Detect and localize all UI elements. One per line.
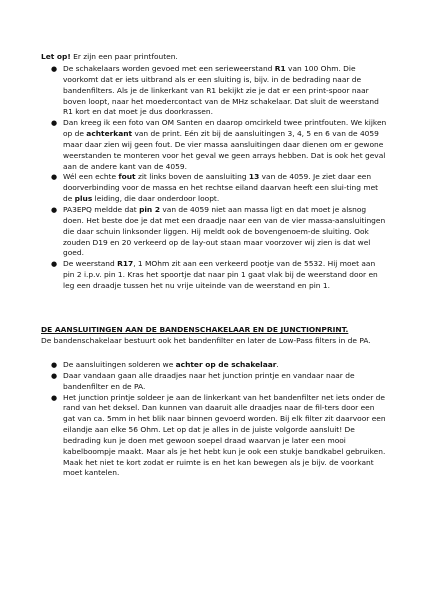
- section-heading: [41, 325, 387, 336]
- body-text: PA3EPQ meldde dat: [63, 204, 140, 214]
- body-text: Daar vandaan gaan alle draadjes naar het junction printje en vandaar naar de bandenfilter en de PA.: [63, 370, 355, 391]
- body-text: De schakelaars worden gevoed met een serieweerstand: [63, 64, 275, 73]
- list-item: [41, 371, 387, 393]
- intro-label: Let op!: [41, 52, 71, 61]
- bullet-icon: ●: [51, 361, 58, 369]
- emphasis-text: fout: [118, 172, 136, 182]
- bullet-icon: ●: [51, 173, 58, 182]
- emphasis-text: R17: [117, 259, 134, 269]
- section-heading-text: DE AANSLUITINGEN AAN DE BANDENSCHAKELAAR EN DE JUNCTIONPRINT.: [41, 325, 349, 334]
- body-text: van de print. Eén zit bij de aansluitingen 3, 4, 5 en 6 van de 4059 maar daar zien wij geen fout. De vier massa aansluitingen daar dienen om er gewone weerstanden te monteren voor het geval we geen arrays hebben. Dat is ook het geval aan de andere kant van de 4059.: [63, 129, 386, 171]
- body-text: van de 4059 niet aan massa ligt en dat moet je alsnog doen. Het beste doe je dat met een draadje naar een van de vier massa-aansluitingen die daar schuin linksonder liggen. Hij meldt ook de bovengenoem-de sluiting. Ook zouden D19 en 20 verkeerd op de lay-out staan maar voorzover wij zien is dat wel goed.: [63, 204, 386, 258]
- body-text: Het junction printje soldeer je aan de linkerkant van het bandenfilter net iets onder de rand van het deksel. Dan kunnen van daaruit alle draadjes naar de fil-ters door een gat van ca. 5mm in het blik naar binnen gevoerd worden. Bij elk filter zit daarvoor een eilandje aan elke 56 Ohm. Let op dat je alles in de juiste volgorde aansluit! De bedrading kun je doen met gewoon soepel draad waarvan je later een mooi kabelboompje maakt. Maar als je het hebt kun je ook een stukje bandkabel gebruiken. Maak het niet te kort zodat er ruimte is en het kan bewegen als je bijv. de voorkant moet kantelen.: [63, 392, 386, 478]
- emphasis-text: R1: [274, 64, 286, 73]
- intro-paragraph: [41, 52, 387, 63]
- body-text: , 1 MOhm zit aan een verkeerd pootje van de 5532. Hij moet aan pin 2 i.p.v. pin 1. Kras het spoortje dat naar pin 1 gaat vlak bij de weerstand door en leg een draadje tussen het nu vrije uiteinde van de weerstand en pin 1.: [63, 259, 378, 290]
- body-text: Dan kreeg ik een foto van OM Santen en daarop omcirkeld twee printfouten. We kijken op de: [63, 118, 387, 139]
- body-text: van de 4059. Je ziet daar een doorverbinding voor de massa en het rechtse eiland daarvan heeft een slui-ting met de: [63, 172, 379, 204]
- bullet-icon: ●: [51, 260, 58, 269]
- body-text: zit links boven de aansluiting: [135, 172, 249, 182]
- aansluitingen-list: [41, 360, 387, 479]
- body-text: De aansluitingen solderen we: [63, 360, 176, 369]
- emphasis-text: achterkant: [86, 129, 133, 139]
- body-text: De weerstand: [63, 259, 118, 269]
- list-item: [41, 205, 387, 259]
- body-text: .: [276, 360, 279, 369]
- list-item: [41, 259, 387, 292]
- intro-text: Er zijn een paar printfouten.: [70, 52, 178, 61]
- body-text: van 100 Ohm. Die voorkomt dat er iets uitbrand als er een sluiting is, bijv. in de bedrading naar de bandenfilters. Als je de linkerkant van R1 bekijkt zie je dat er een print-spoor naar boven loopt, naar het moedercontact van de MHz schakelaar. Dat sluit de weerstand R1 kort en dat moet je dus doorkrassen.: [63, 64, 379, 117]
- list-item: [41, 172, 387, 205]
- emphasis-text: plus: [74, 194, 93, 204]
- bullet-icon: ●: [51, 371, 58, 380]
- section-intro-paragraph: De bandenschakelaar bestuurt ook het bandenfilter en later de Low-Pass filters in de PA.: [41, 336, 371, 345]
- list-item: [41, 393, 387, 480]
- emphasis-text: 13: [248, 172, 260, 182]
- bullet-icon: ●: [51, 119, 58, 128]
- bullet-icon: ●: [51, 393, 58, 402]
- emphasis-text: pin 2: [139, 204, 160, 214]
- list-item: [41, 360, 387, 371]
- list-item: [41, 118, 387, 172]
- bullet-icon: ●: [51, 65, 58, 73]
- list-item: [41, 64, 387, 118]
- body-text: Wél een echte: [63, 172, 119, 182]
- body-text: leiding, die daar onderdoor loopt.: [92, 194, 220, 204]
- emphasis-text: achter op de schakelaar: [175, 360, 277, 369]
- printfouten-list: [41, 64, 387, 292]
- bullet-icon: ●: [51, 205, 58, 214]
